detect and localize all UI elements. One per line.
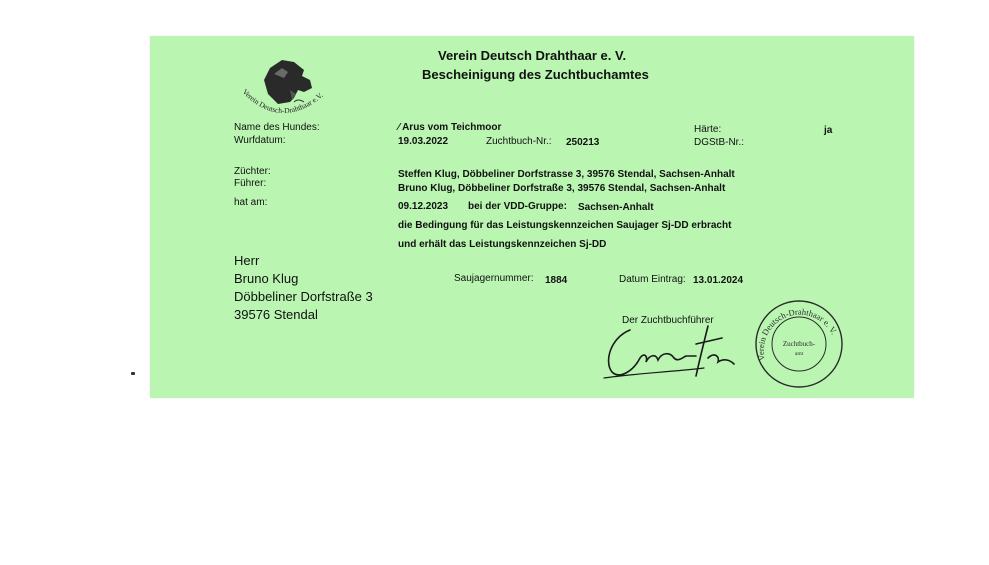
dgstb-label: DGStB-Nr.: bbox=[694, 137, 745, 148]
stamp-ring-text: Verein Deutsch-Drahthaar e. V. bbox=[755, 306, 840, 362]
recipient-street: Döbbeliner Dorfstraße 3 bbox=[234, 289, 373, 304]
datum-eintrag-label: Datum Eintrag: bbox=[619, 274, 686, 285]
erhaelt-text: und erhält das Leistungskennzeichen Sj-DD bbox=[398, 239, 607, 250]
recipient-salutation: Herr bbox=[234, 253, 260, 268]
recipient-name: Bruno Klug bbox=[234, 271, 299, 286]
wurfdatum-value: 19.03.2022 bbox=[398, 136, 449, 147]
vdd-gruppe-value: Sachsen-Anhalt bbox=[578, 202, 654, 213]
dog-name-label: Name des Hundes: bbox=[234, 122, 320, 133]
dog-head-logo-icon bbox=[234, 50, 342, 130]
stamp-center-line1: Zuchtbuch- bbox=[782, 340, 816, 348]
zuchtbuch-value: 250213 bbox=[566, 137, 600, 148]
saujager-label: Saujagernummer: bbox=[454, 273, 534, 284]
fuehrer-label: Führer: bbox=[234, 178, 267, 189]
dog-name-value: ⁄ Arus vom Teichmoor bbox=[398, 122, 502, 133]
haerte-label: Härte: bbox=[694, 124, 722, 135]
fuehrer-value: Bruno Klug, Döbbeliner Dorfstraße 3, 39576 Stendal, Sachsen-Anhalt bbox=[398, 183, 726, 194]
scan-artifact bbox=[131, 372, 135, 375]
bedingung-text: die Bedingung für das Leistungskennzeichen Saujager Sj-DD erbracht bbox=[398, 220, 732, 231]
certificate-card bbox=[150, 36, 914, 398]
datum-eintrag-value: 13.01.2024 bbox=[693, 275, 744, 286]
recipient-city: 39576 Stendal bbox=[234, 307, 318, 322]
document-subtitle: Bescheinigung des Zuchtbuchamtes bbox=[422, 67, 649, 82]
hat-am-label: hat am: bbox=[234, 197, 268, 208]
wurfdatum-label: Wurfdatum: bbox=[234, 135, 286, 146]
zuechter-label: Züchter: bbox=[234, 166, 271, 177]
signature-image bbox=[600, 322, 738, 384]
saujager-value: 1884 bbox=[545, 275, 568, 286]
hat-am-date: 09.12.2023 bbox=[398, 201, 449, 212]
haerte-value: ja bbox=[824, 125, 833, 136]
logo-text: Verein Deutsch-Drahthaar e.V. bbox=[240, 87, 325, 116]
document-title: Verein Deutsch Drahthaar e. V. bbox=[438, 48, 627, 63]
official-stamp-icon bbox=[751, 298, 847, 390]
stamp-center-line2: amt bbox=[794, 351, 804, 357]
zuchtbuchfuehrer-label: Der Zuchtbuchführer bbox=[622, 315, 714, 326]
vdd-gruppe-label: bei der VDD-Gruppe: bbox=[468, 201, 567, 212]
zuchtbuch-label: Zuchtbuch-Nr.: bbox=[486, 136, 552, 147]
zuechter-value: Steffen Klug, Döbbeliner Dorfstrasse 3, 39576 Stendal, Sachsen-Anhalt bbox=[398, 169, 735, 180]
